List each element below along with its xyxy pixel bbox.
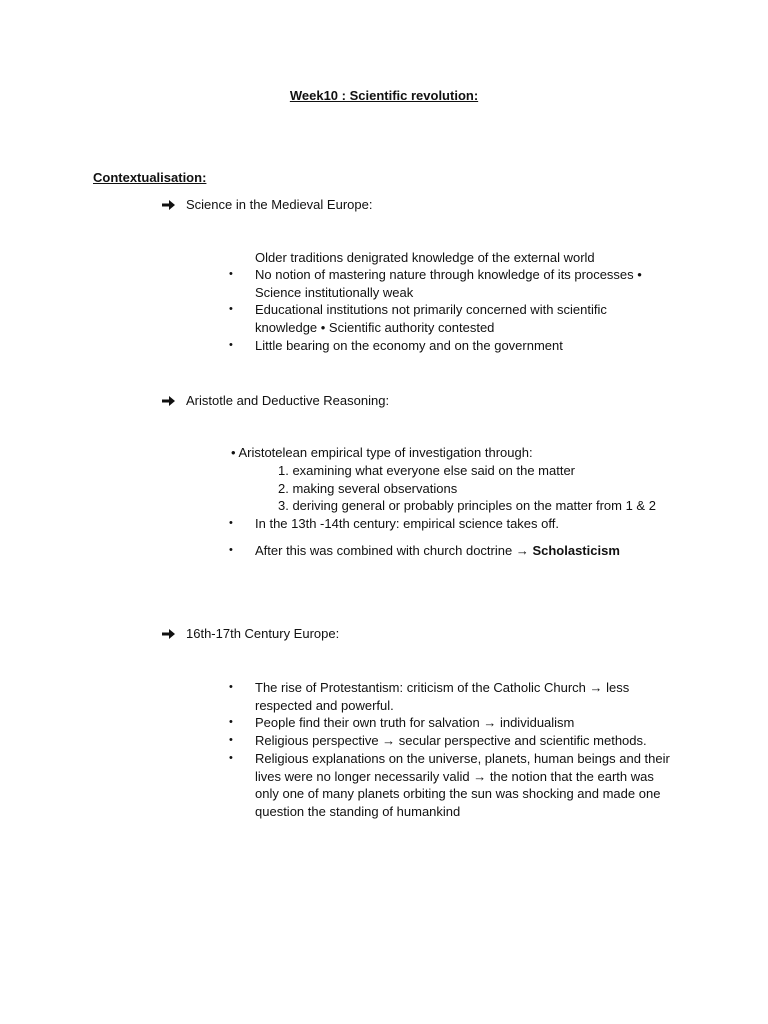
list-item-line: In the 13th -14th century: empirical science takes off. [255, 516, 559, 531]
right-arrow-icon [162, 395, 176, 407]
list-item-line: Religious perspective → secular perspective and scientific methods. [255, 733, 647, 748]
list-item [229, 337, 563, 355]
aristotle-heading-row [162, 392, 389, 410]
medieval-heading: Science in the Medieval Europe: [186, 197, 373, 212]
numbered-step: 2. making several observations [278, 481, 458, 496]
bullet-glyph: • [229, 517, 233, 529]
list-item [229, 750, 675, 820]
bullet-glyph: • [229, 716, 233, 728]
numbered-step: 3. deriving general or probably principles on the matter from 1 & 2 [278, 498, 656, 513]
list-item-line: respected and powerful. [255, 697, 394, 713]
europe-heading: 16th-17th Century Europe: [186, 626, 340, 641]
list-item-line: The rise of Protestantism: criticism of the Catholic Church → less [255, 680, 630, 695]
list-item-line: Science institutionally weak [255, 284, 414, 300]
list-item [229, 266, 642, 301]
list-item-line: After this was combined with church doctrine → [255, 543, 533, 558]
list-item-line: No notion of mastering nature through knowledge of its processes • [255, 267, 642, 282]
bullet-glyph: • [229, 681, 233, 693]
list-item [229, 542, 620, 560]
section-heading-contextualisation: Contextualisation: [93, 170, 207, 185]
bullet-glyph: • [229, 339, 233, 351]
list-item-line: question the standing of humankind [255, 803, 461, 819]
list-item-line: Little bearing on the economy and on the government [255, 338, 563, 353]
list-item-line: Educational institutions not primarily concerned with scientific [255, 302, 607, 317]
aristotle-heading: Aristotle and Deductive Reasoning: [186, 393, 390, 408]
aristotle-lead-bullet: • Aristotelean empirical type of investigation through: [231, 445, 533, 460]
list-item [229, 301, 607, 336]
page-title: Week10 : Scientific revolution: [289, 88, 479, 103]
list-item-line: knowledge • Scientific authority contested [255, 319, 495, 335]
bullet-glyph: • [229, 544, 233, 556]
list-item [229, 515, 559, 533]
list-item [229, 714, 574, 732]
list-item-line: Religious explanations on the universe, planets, human beings and their [255, 751, 670, 766]
medieval-intro-line: Older traditions denigrated knowledge of the external world [255, 250, 595, 265]
bullet-glyph: • [229, 303, 233, 315]
list-item-line: only one of many planets orbiting the sun was shocking and made one [255, 786, 661, 801]
right-arrow-icon [162, 628, 176, 640]
right-arrow-icon [162, 199, 176, 211]
medieval-heading-row [162, 196, 372, 214]
list-item-line: lives were no longer necessarily valid → the notion that the earth was [255, 768, 654, 784]
list-item [229, 679, 675, 714]
list-item [229, 732, 647, 750]
scholasticism-term: Scholasticism [532, 543, 620, 558]
bullet-glyph: • [229, 752, 233, 764]
list-item-line: People find their own truth for salvation → individualism [255, 715, 575, 730]
europe-heading-row [162, 625, 339, 643]
bullet-glyph: • [229, 268, 233, 280]
bullet-glyph: • [229, 734, 233, 746]
numbered-step: 1. examining what everyone else said on the matter [278, 463, 576, 478]
